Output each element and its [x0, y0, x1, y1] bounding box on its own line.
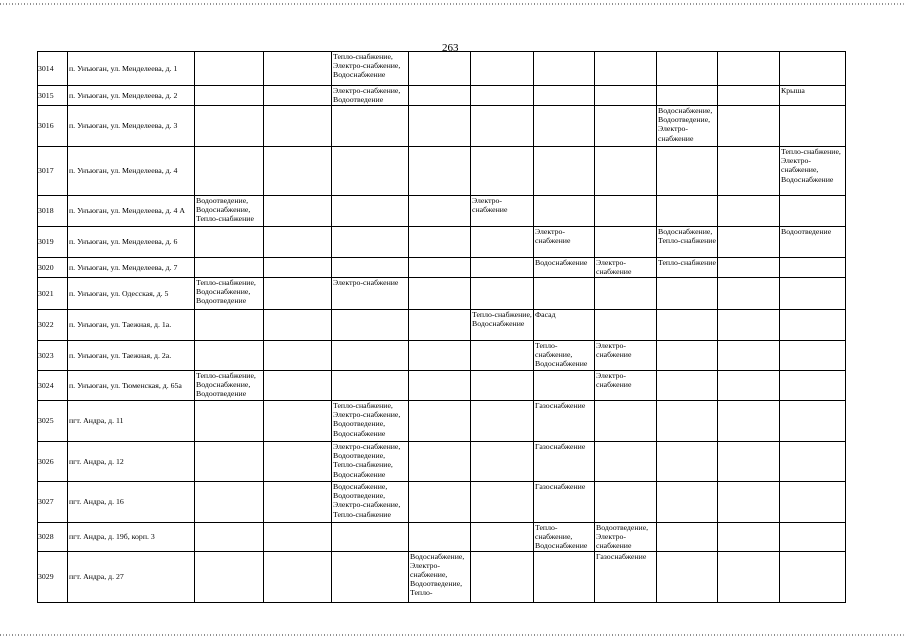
- work-type-cell: Газоснабжение: [534, 401, 595, 442]
- row-number-cell: 3023: [38, 341, 68, 371]
- work-type-cell: [657, 401, 718, 442]
- work-type-cell: Электро-снабжение: [595, 341, 657, 371]
- address-cell: п. Унъюган, ул. Тюменская, д. 65а: [68, 371, 195, 401]
- work-type-cell: [471, 371, 534, 401]
- work-type-cell: [595, 482, 657, 523]
- work-type-cell: [718, 371, 780, 401]
- work-type-cell: [332, 523, 409, 552]
- work-type-cell: Тепло-снабжение, Электро-снабжение, Водоотведение, Водоснабжение: [332, 401, 409, 442]
- work-type-cell: [332, 106, 409, 147]
- row-number-cell: 3028: [38, 523, 68, 552]
- address-cell: пгт. Андра, д. 12: [68, 442, 195, 482]
- work-type-cell: Крыша: [780, 86, 846, 106]
- work-type-cell: [195, 227, 264, 258]
- work-type-cell: [534, 278, 595, 310]
- work-type-cell: [657, 278, 718, 310]
- work-type-cell: [409, 278, 471, 310]
- work-type-cell: [780, 310, 846, 341]
- work-type-cell: [264, 523, 332, 552]
- work-type-cell: [780, 52, 846, 86]
- work-type-cell: [657, 442, 718, 482]
- table-row: [38, 258, 846, 278]
- work-type-cell: [332, 227, 409, 258]
- work-type-cell: [409, 86, 471, 106]
- work-type-cell: [264, 442, 332, 482]
- work-type-cell: [718, 106, 780, 147]
- work-type-cell: Электро-снабжение, Водоотведение: [332, 86, 409, 106]
- address-cell: пгт. Андра, д. 19б, корп. 3: [68, 523, 195, 552]
- work-type-cell: [409, 310, 471, 341]
- table-row: [38, 341, 846, 371]
- work-type-cell: Электро-снабжение: [471, 196, 534, 227]
- work-type-cell: [195, 401, 264, 442]
- work-type-cell: [195, 258, 264, 278]
- work-type-cell: [657, 147, 718, 196]
- work-type-cell: Тепло-снабжение, Водоснабжение: [534, 523, 595, 552]
- work-type-cell: [534, 371, 595, 401]
- work-type-cell: [409, 482, 471, 523]
- work-type-cell: [657, 371, 718, 401]
- work-type-cell: [780, 371, 846, 401]
- work-type-cell: Тепло-снабжение, Водоснабжение: [471, 310, 534, 341]
- table-row: [38, 196, 846, 227]
- work-type-cell: [264, 86, 332, 106]
- work-type-cell: [718, 482, 780, 523]
- work-type-cell: [264, 371, 332, 401]
- address-cell: п. Унъюган, ул. Менделеева, д. 3: [68, 106, 195, 147]
- row-number-cell: 3024: [38, 371, 68, 401]
- work-type-cell: [595, 106, 657, 147]
- work-type-cell: [264, 106, 332, 147]
- address-cell: пгт. Андра, д. 27: [68, 551, 195, 602]
- work-type-cell: [264, 551, 332, 602]
- work-type-cell: [471, 401, 534, 442]
- work-type-cell: [195, 523, 264, 552]
- work-type-cell: Электро-снабжение, Водоотведение, Тепло-снабжение, Водоснабжение: [332, 442, 409, 482]
- address-cell: п. Унъюган, ул. Менделеева, д. 2: [68, 86, 195, 106]
- work-type-cell: [264, 258, 332, 278]
- address-cell: п. Унъюган, ул. Менделеева, д. 1: [68, 52, 195, 86]
- table-row: [38, 86, 846, 106]
- table-row: [38, 523, 846, 552]
- work-type-cell: [471, 442, 534, 482]
- work-type-cell: [595, 442, 657, 482]
- work-type-cell: [409, 106, 471, 147]
- work-type-cell: [409, 442, 471, 482]
- work-type-cell: [657, 86, 718, 106]
- work-type-cell: Тепло-снабжение, Водоснабжение: [534, 341, 595, 371]
- work-type-cell: [471, 482, 534, 523]
- work-type-cell: [409, 258, 471, 278]
- row-number-cell: 3017: [38, 147, 68, 196]
- work-type-cell: Электро-снабжение: [595, 258, 657, 278]
- work-type-cell: [780, 106, 846, 147]
- work-type-cell: [409, 52, 471, 86]
- row-number-cell: 3014: [38, 52, 68, 86]
- work-type-cell: [471, 147, 534, 196]
- row-number-cell: 3025: [38, 401, 68, 442]
- work-type-cell: [718, 86, 780, 106]
- table-row: [38, 52, 846, 86]
- work-type-cell: [657, 196, 718, 227]
- table-row: [38, 401, 846, 442]
- address-cell: п. Унъюган, ул. Таежная, д. 1а.: [68, 310, 195, 341]
- address-cell: п. Унъюган, ул. Таежная, д. 2а.: [68, 341, 195, 371]
- work-type-cell: [264, 196, 332, 227]
- work-type-cell: [595, 227, 657, 258]
- work-type-cell: Водоотведение, Электро-снабжение: [595, 523, 657, 552]
- work-type-cell: [595, 401, 657, 442]
- page-number: 263: [442, 42, 459, 54]
- work-type-cell: [264, 310, 332, 341]
- work-type-cell: [264, 482, 332, 523]
- work-type-cell: [780, 258, 846, 278]
- work-type-cell: [471, 523, 534, 552]
- address-cell: п. Унъюган, ул. Одесская, д. 5: [68, 278, 195, 310]
- work-type-cell: [409, 523, 471, 552]
- work-type-cell: [409, 401, 471, 442]
- work-type-cell: [332, 310, 409, 341]
- work-type-cell: [780, 551, 846, 602]
- row-number-cell: 3015: [38, 86, 68, 106]
- work-type-cell: [718, 278, 780, 310]
- address-cell: пгт. Андра, д. 11: [68, 401, 195, 442]
- work-type-cell: [718, 52, 780, 86]
- row-number-cell: 3016: [38, 106, 68, 147]
- table-row: [38, 147, 846, 196]
- work-type-cell: [264, 227, 332, 258]
- work-type-cell: [780, 341, 846, 371]
- work-type-cell: [409, 227, 471, 258]
- work-type-cell: [657, 341, 718, 371]
- work-type-cell: [195, 341, 264, 371]
- work-type-cell: Тепло-снабжение, Электро-снабжение, Водоснабжение: [332, 52, 409, 86]
- work-type-cell: [718, 227, 780, 258]
- work-type-cell: [195, 310, 264, 341]
- work-type-cell: [718, 442, 780, 482]
- work-type-cell: [595, 278, 657, 310]
- work-type-cell: [195, 551, 264, 602]
- work-type-cell: [718, 258, 780, 278]
- work-type-cell: Тепло-снабжение, Водоснабжение, Водоотведение: [195, 371, 264, 401]
- work-type-cell: [657, 310, 718, 341]
- work-type-cell: [471, 258, 534, 278]
- work-type-cell: [657, 482, 718, 523]
- work-type-cell: Водоснабжение, Водоотведение, Электро-снабжение, Тепло-снабжение: [332, 482, 409, 523]
- work-type-cell: [195, 442, 264, 482]
- work-type-cell: [657, 551, 718, 602]
- work-type-cell: [534, 86, 595, 106]
- work-type-cell: [332, 196, 409, 227]
- work-type-cell: [595, 52, 657, 86]
- work-type-cell: [595, 86, 657, 106]
- work-type-cell: [780, 196, 846, 227]
- scan-noise-top: [0, 3, 905, 5]
- work-type-cell: [195, 482, 264, 523]
- work-type-cell: [332, 551, 409, 602]
- row-number-cell: 3021: [38, 278, 68, 310]
- table-row: [38, 227, 846, 258]
- work-type-cell: [718, 147, 780, 196]
- work-type-cell: [332, 341, 409, 371]
- work-type-cell: [264, 52, 332, 86]
- work-type-cell: [718, 196, 780, 227]
- work-type-cell: [780, 482, 846, 523]
- work-type-cell: [780, 401, 846, 442]
- work-type-cell: [471, 52, 534, 86]
- work-type-cell: [780, 523, 846, 552]
- table-row: [38, 106, 846, 147]
- work-type-cell: [409, 371, 471, 401]
- work-type-cell: [595, 147, 657, 196]
- works-table: [37, 51, 846, 603]
- work-type-cell: Водоснабжение: [534, 258, 595, 278]
- work-type-cell: [471, 551, 534, 602]
- work-type-cell: Тепло-снабжение, Водоснабжение, Водоотведение: [195, 278, 264, 310]
- address-cell: п. Унъюган, ул. Менделеева, д. 6: [68, 227, 195, 258]
- work-type-cell: [264, 147, 332, 196]
- work-type-cell: [409, 147, 471, 196]
- work-type-cell: [534, 196, 595, 227]
- address-cell: п. Унъюган, ул. Менделеева, д. 7: [68, 258, 195, 278]
- work-type-cell: [471, 106, 534, 147]
- work-type-cell: [409, 341, 471, 371]
- address-cell: п. Унъюган, ул. Менделеева, д. 4: [68, 147, 195, 196]
- work-type-cell: [718, 401, 780, 442]
- work-type-cell: Тепло-снабжение, Электро-снабжение, Водоснабжение: [780, 147, 846, 196]
- row-number-cell: 3020: [38, 258, 68, 278]
- work-type-cell: [534, 551, 595, 602]
- work-type-cell: [718, 523, 780, 552]
- work-type-cell: [534, 106, 595, 147]
- work-type-cell: [264, 341, 332, 371]
- table-row: [38, 442, 846, 482]
- work-type-cell: Электро-снабжение: [595, 371, 657, 401]
- work-type-cell: [409, 196, 471, 227]
- work-type-cell: Тепло-снабжение: [657, 258, 718, 278]
- work-type-cell: [595, 310, 657, 341]
- table-row: [38, 482, 846, 523]
- work-type-cell: Водоснабжение, Электро-снабжение, Водоотведение, Тепло-: [409, 551, 471, 602]
- work-type-cell: [195, 147, 264, 196]
- work-type-cell: [332, 258, 409, 278]
- work-type-cell: [534, 147, 595, 196]
- address-cell: п. Унъюган, ул. Менделеева, д. 4 А: [68, 196, 195, 227]
- row-number-cell: 3027: [38, 482, 68, 523]
- work-type-cell: [780, 442, 846, 482]
- work-type-cell: Водоотведение: [780, 227, 846, 258]
- work-type-cell: Газоснабжение: [534, 482, 595, 523]
- work-type-cell: Фасад: [534, 310, 595, 341]
- row-number-cell: 3018: [38, 196, 68, 227]
- scan-noise-bottom: [0, 634, 905, 636]
- work-type-cell: Водоотведение, Водоснабжение, Тепло-снабжение: [195, 196, 264, 227]
- table-row: [38, 310, 846, 341]
- work-type-cell: [718, 310, 780, 341]
- table-row: [38, 551, 846, 602]
- work-type-cell: [471, 227, 534, 258]
- work-type-cell: [718, 341, 780, 371]
- work-type-cell: [264, 401, 332, 442]
- work-type-cell: Водоснабжение, Тепло-снабжение: [657, 227, 718, 258]
- row-number-cell: 3029: [38, 551, 68, 602]
- work-type-cell: [195, 86, 264, 106]
- work-type-cell: Электро-снабжение: [534, 227, 595, 258]
- row-number-cell: 3019: [38, 227, 68, 258]
- work-type-cell: Газоснабжение: [595, 551, 657, 602]
- table-body: [38, 52, 846, 603]
- work-type-cell: [264, 278, 332, 310]
- work-type-cell: [595, 196, 657, 227]
- work-type-cell: [780, 278, 846, 310]
- work-type-cell: [195, 52, 264, 86]
- table-row: [38, 371, 846, 401]
- work-type-cell: [332, 147, 409, 196]
- work-type-cell: [471, 86, 534, 106]
- work-type-cell: [718, 551, 780, 602]
- address-cell: пгт. Андра, д. 16: [68, 482, 195, 523]
- row-number-cell: 3026: [38, 442, 68, 482]
- work-type-cell: [657, 523, 718, 552]
- work-type-cell: [657, 52, 718, 86]
- work-type-cell: Газоснабжение: [534, 442, 595, 482]
- row-number-cell: 3022: [38, 310, 68, 341]
- table-row: [38, 278, 846, 310]
- work-type-cell: [471, 278, 534, 310]
- work-type-cell: Электро-снабжение: [332, 278, 409, 310]
- work-type-cell: Водоснабжение, Водоотведение, Электро-снабжение: [657, 106, 718, 147]
- work-type-cell: [332, 371, 409, 401]
- work-type-cell: [471, 341, 534, 371]
- work-type-cell: [534, 52, 595, 86]
- work-type-cell: [195, 106, 264, 147]
